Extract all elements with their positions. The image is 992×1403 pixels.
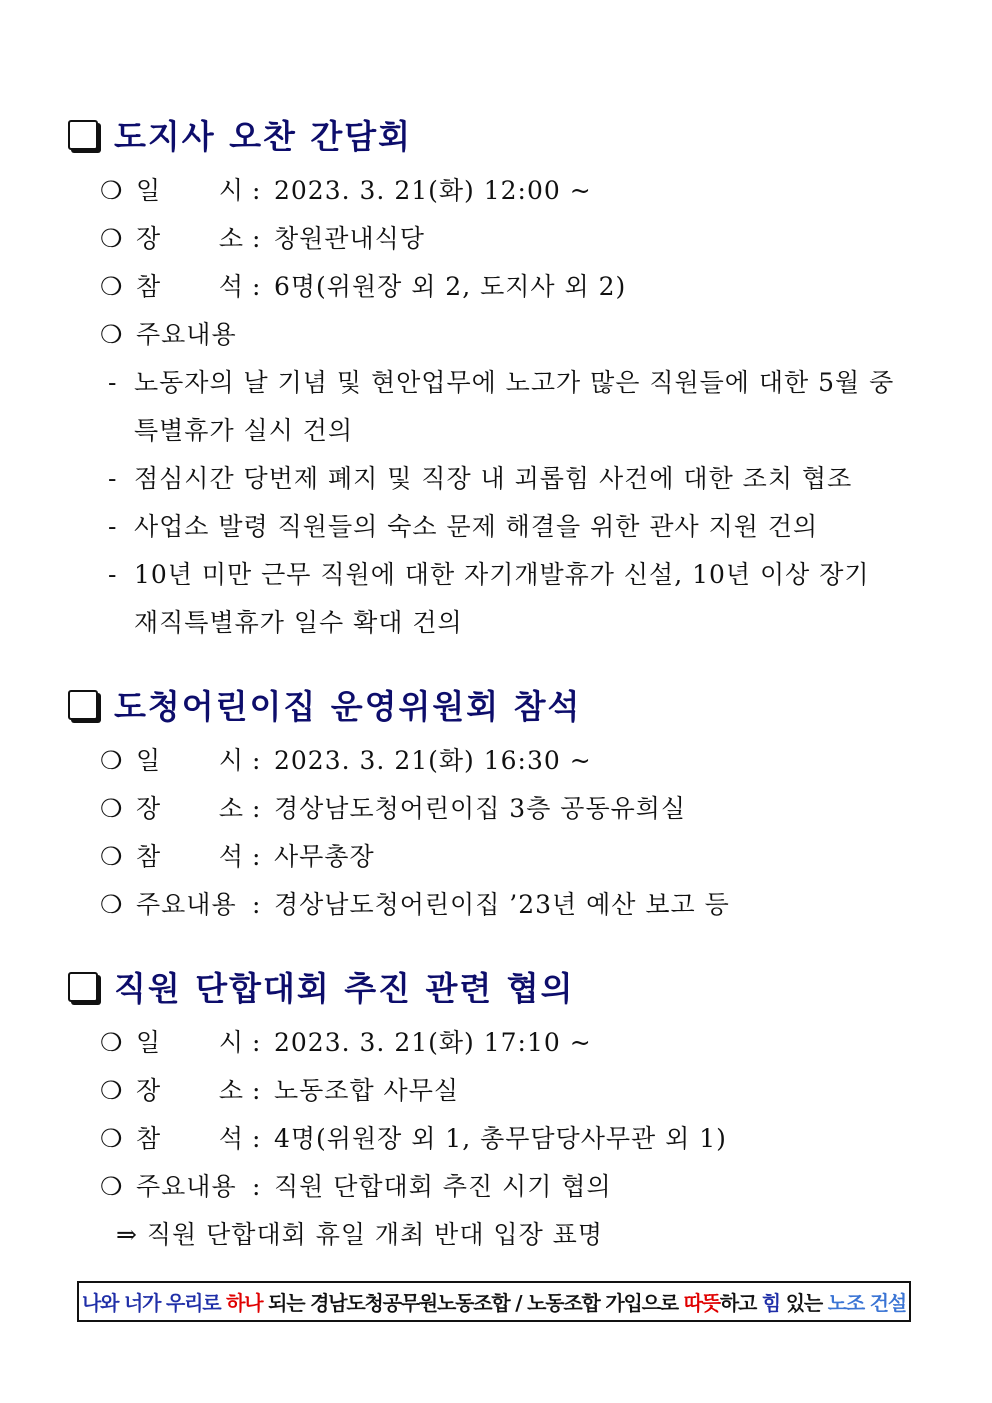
- date-value: 2023. 3. 21(화) 16:30 ~: [274, 746, 592, 775]
- date-label: 일 시: [136, 746, 244, 775]
- content-item: - 10년 미만 근무 직원에 대한 자기개발휴가 신설, 10년 이상 장기: [108, 560, 870, 589]
- circle-bullet-icon: ❍: [100, 272, 124, 301]
- circle-bullet-icon: ❍: [100, 842, 124, 871]
- place-row: ❍ 장 소 : 경상남도청어린이집 3층 공동유희실: [100, 792, 686, 826]
- content-item: - 점심시간 당번제 폐지 및 직장 내 괴롭힘 사건에 대한 조치 협조: [108, 464, 853, 493]
- slogan-part: 나와 너가 우리로: [81, 1291, 227, 1315]
- slogan-part: 하고: [719, 1291, 762, 1315]
- attendees-row: ❍ 참 석 : 4명(위원장 외 1, 총무담당사무관 외 1): [100, 1122, 727, 1156]
- circle-bullet-icon: ❍: [100, 224, 124, 253]
- content-item-continued: 재직특별휴가 일수 확대 건의: [134, 608, 463, 637]
- attendees-label: 참 석: [136, 1124, 244, 1153]
- content-value: 경상남도청어린이집 ’23년 예산 보고 등: [274, 890, 730, 919]
- circle-bullet-icon: ❍: [100, 1076, 124, 1105]
- circle-bullet-icon: ❍: [100, 1172, 124, 1201]
- date-label: 일 시: [136, 1028, 244, 1057]
- place-row: ❍ 장 소 : 창원관내식당: [100, 222, 425, 256]
- place-value: 창원관내식당: [274, 224, 425, 253]
- place-label: 장 소: [136, 794, 244, 823]
- date-value: 2023. 3. 21(화) 17:10 ~: [274, 1028, 592, 1057]
- circle-bullet-icon: ❍: [100, 1124, 124, 1153]
- circle-bullet-icon: ❍: [100, 176, 124, 205]
- footer-slogan: [77, 1281, 911, 1322]
- attendees-row: ❍ 참 석 : 사무총장: [100, 840, 375, 874]
- attendees-label: 참 석: [136, 272, 244, 301]
- circle-bullet-icon: ❍: [100, 746, 124, 775]
- attendees-value: 6명(위원장 외 2, 도지사 외 2): [274, 272, 627, 301]
- date-label: 일 시: [136, 176, 244, 205]
- content-item-continued: 특별휴가 실시 건의: [134, 416, 354, 445]
- place-label: 장 소: [136, 1076, 244, 1105]
- date-row: ❍ 일 시 : 2023. 3. 21(화) 17:10 ~: [100, 1026, 592, 1060]
- slogan-part: 되는 경남도청공무원노동조합 / 노동조합 가입으로: [262, 1291, 684, 1315]
- circle-bullet-icon: ❍: [100, 890, 124, 919]
- result-line: ⇒ 직원 단합대회 휴일 개최 반대 입장 표명: [116, 1220, 603, 1249]
- attendees-value: 4명(위원장 외 1, 총무담당사무관 외 1): [274, 1124, 727, 1153]
- date-row: ❍ 일 시 : 2023. 3. 21(화) 16:30 ~: [100, 744, 592, 778]
- circle-bullet-icon: ❍: [100, 794, 124, 823]
- content-row: [100, 318, 237, 352]
- date-row: ❍ 일 시 : 2023. 3. 21(화) 12:00 ~: [100, 174, 592, 208]
- circle-bullet-icon: ❍: [100, 320, 124, 349]
- content-item: - 사업소 발령 직원들의 숙소 문제 해결을 위한 관사 지원 건의: [108, 512, 819, 541]
- section-title-text: 도지사 오찬 간담회: [114, 116, 413, 156]
- content-label: 주요내용: [136, 320, 237, 349]
- section-title-text: 도청어린이집 운영위원회 참석: [114, 686, 582, 726]
- content-value: 직원 단합대회 추진 시기 협의: [274, 1172, 612, 1201]
- content-item: - 노동자의 날 기념 및 현안업무에 노고가 많은 직원들에 대한 5월 중: [108, 368, 895, 397]
- attendees-label: 참 석: [136, 842, 244, 871]
- section-title-text: 직원 단합대회 추진 관련 협의: [114, 968, 575, 1008]
- checkbox-square-icon: [68, 120, 98, 150]
- checkbox-square-icon: [68, 972, 98, 1002]
- slogan-part: 노조 건설: [827, 1291, 906, 1315]
- slogan-part: 하나: [226, 1291, 263, 1315]
- content-row: ❍ 주요내용 : 직원 단합대회 추진 시기 협의: [100, 1170, 612, 1204]
- slogan-part: 힘: [761, 1291, 780, 1315]
- checkbox-square-icon: [68, 690, 98, 720]
- attendees-row: ❍ 참 석 : 6명(위원장 외 2, 도지사 외 2): [100, 270, 626, 304]
- section-title-2: [68, 682, 581, 726]
- content-label: 주요내용: [136, 1172, 237, 1201]
- place-value: 노동조합 사무실: [274, 1076, 459, 1105]
- content-row: ❍ 주요내용 : 경상남도청어린이집 ’23년 예산 보고 등: [100, 888, 730, 922]
- circle-bullet-icon: ❍: [100, 1028, 124, 1057]
- place-label: 장 소: [136, 224, 244, 253]
- slogan-part: 따뜻: [683, 1291, 720, 1315]
- place-value: 경상남도청어린이집 3층 공동유희실: [274, 794, 687, 823]
- place-row: ❍ 장 소 : 노동조합 사무실: [100, 1074, 459, 1108]
- content-label: 주요내용: [136, 890, 237, 919]
- slogan-part: 있는: [779, 1291, 828, 1315]
- section-title-3: [68, 964, 575, 1008]
- section-title-1: [68, 112, 412, 156]
- attendees-value: 사무총장: [274, 842, 375, 871]
- date-value: 2023. 3. 21(화) 12:00 ~: [274, 176, 592, 205]
